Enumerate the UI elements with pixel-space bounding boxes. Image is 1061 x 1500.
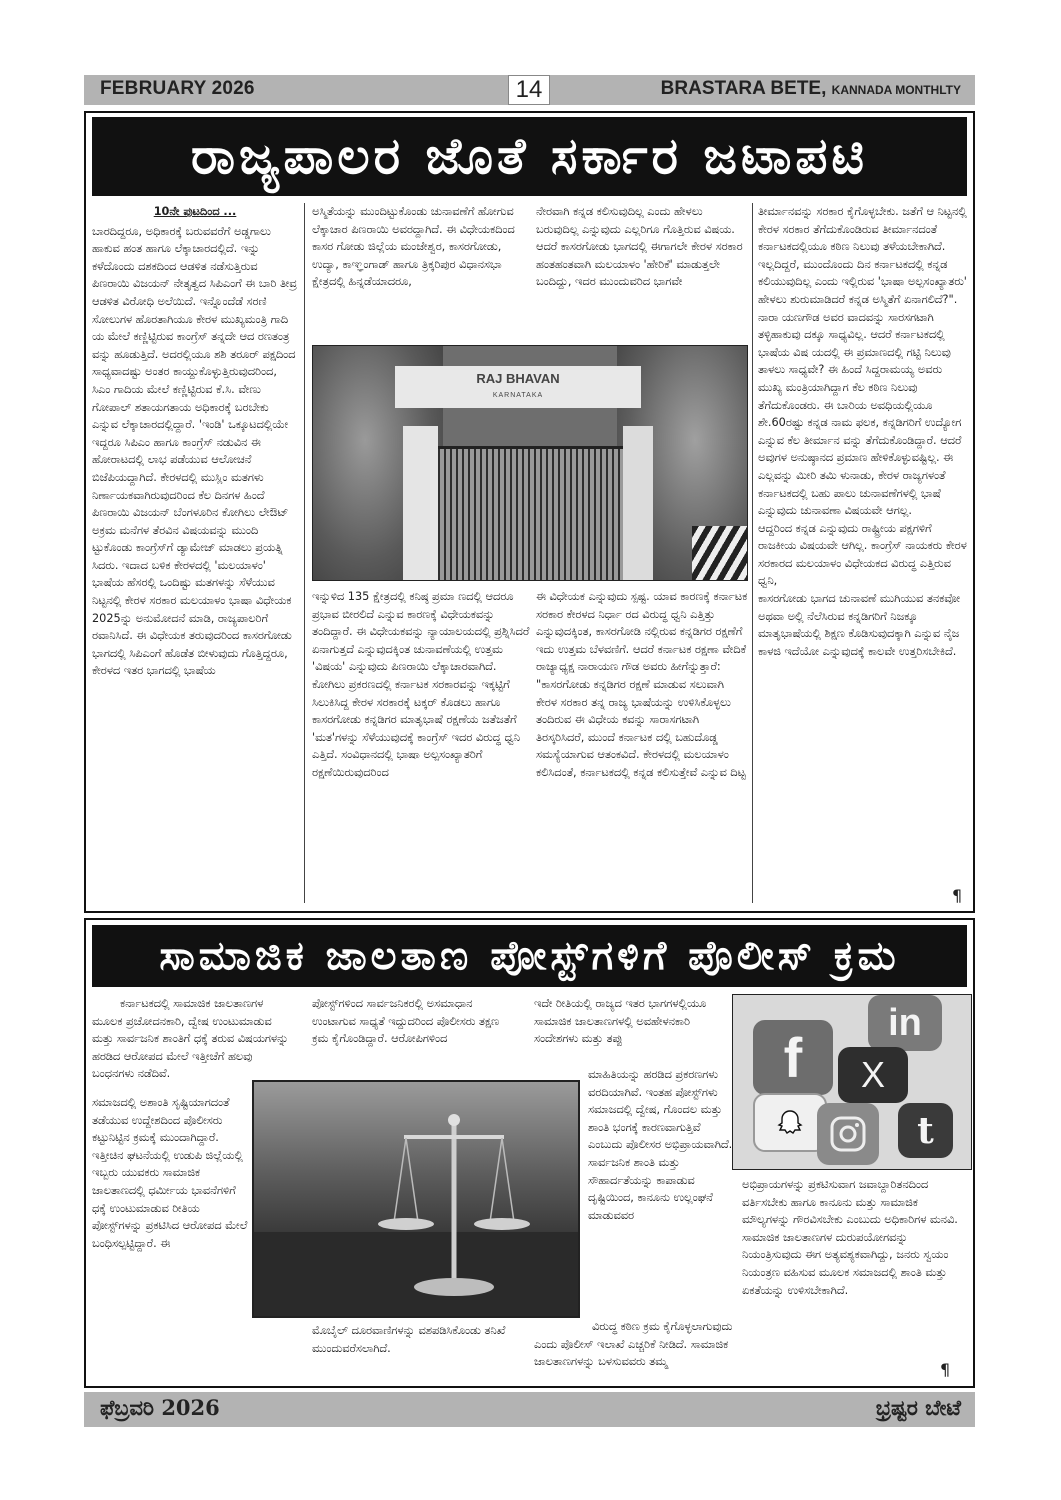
publication-name: BRASTARA BETE, bbox=[660, 78, 827, 99]
paragraph: ಈ ವಿಧೇಯಕ ಎನ್ನುವುದು ಸ್ಪಷ್ಟ. ಯಾವ ಕಾರಣಕ್ಕೆ ಕರ್ನಾಟಕ ಸರಕಾರ ಕೇರಳದ ನಿರ್ಧಾ ರದ ವಿರುದ್ಧ ಧ್ವನಿ ಎತ್ತಿತ್ತು ಎನ್ನುವುದಕ್ಕಿಂತ, ಕಾಸರಗೋಡಿ ನಲ್ಲಿರುವ ಕನ್ನಡಿಗರ ರಕ್ಷಣೆಗೆ ಇದು ಉತ್ತಮ ಬೆಳವಣಿಗೆ. ಆದರೆ ಕರ್ನಾಟಕ ರಕ್ಷಣಾ ವೇದಿಕೆ ರಾಜ್ಯಾಧ್ಯಕ್ಷ ನಾರಾಯಣ ಗೌಡ ಅವರು ಹೀಗೆನ್ನುತ್ತಾರೆ: "ಕಾಸರಗೋಡು ಕನ್ನಡಿಗರ ರಕ್ಷಣೆ ಮಾಡುವ ಸಲುವಾಗಿ ಕೇರಳ ಸರಕಾರ ತನ್ನ ರಾಜ್ಯ ಭಾಷೆಯನ್ನು ಉಳಿಸಿಕೊಳ್ಳಲು ತಂದಿರುವ ಈ ವಿಧೇಯ ಕವನ್ನು ಸಾರಾಸಗಟಾಗಿ ತಿರಸ್ಕರಿಸಿದರೆ, ಮುಂದೆ ಕರ್ನಾಟಕ ದಲ್ಲಿ ಬಹುದೊಡ್ಡ ಸಮಸ್ಯೆಯಾಗುವ ಆತಂಕವಿದೆ. ಕೇರಳದಲ್ಲಿ ಮಲಯಾಳಂ ಕಲಿಸಿದಂತೆ, ಕರ್ನಾಟಕದಲ್ಲಿ ಕನ್ನಡ ಕಲಿಸುತ್ತೇವೆ ಎನ್ನುವ ದಿಟ್ಟ bbox=[536, 590, 748, 779]
header-publication bbox=[661, 78, 961, 100]
scale-pan bbox=[474, 1218, 530, 1230]
raj-bhavan-sign: RAJ BHAVAN KARNATAKA bbox=[395, 366, 641, 408]
paragraph: ಪೋಸ್ಟ್‌ಗಳಿಂದ ಸಾರ್ವಜನಿಕರಲ್ಲಿ ಅಸಮಾಧಾನ ಉಂಟಾಗುವ ಸಾಧ್ಯತೆ ಇದ್ದುದರಿಂದ ಪೊಲೀಸರು ತಕ್ಷಣ ಕ್ರಮ ಕೈಗೊಂಡಿದ್ದಾರೆ. ಆರೋಪಿಗಳಿಂದ bbox=[312, 997, 500, 1046]
iron-gate bbox=[438, 446, 623, 581]
paragraph: ಅಭಿಪ್ರಾಯಗಳನ್ನು ಪ್ರಕಟಿಸುವಾಗ ಜವಾಬ್ದಾರಿತನದಿಂದ ವರ್ತಿಸಬೇಕು ಹಾಗೂ ಕಾನೂನು ಮತ್ತು ಸಾಮಾಜಿಕ ಮೌಲ್ಯಗಳನ್ನು ಗೌರವಿಸಬೇಕು ಎಂಬುದು ಅಧಿಕಾರಿಗಳ ಮನವಿ. bbox=[742, 1178, 958, 1227]
table-surface bbox=[254, 1232, 580, 1318]
footer-publication: ಭ್ರಷ್ಟರ ಬೇಟೆ bbox=[875, 1395, 961, 1420]
article-1-column-1 bbox=[92, 203, 298, 680]
article-2-column-1-rest bbox=[92, 1094, 248, 1252]
paragraph: ಕಾಸರಗೋಡು ಭಾಗದ ಚುನಾವಣೆ ಮುಗಿಯುವ ತನಕವೋ ಅಥವಾ ಅಲ್ಲಿ ನೆಲೆಸಿರುವ ಕನ್ನಡಿಗರಿಗೆ ನಿಜಕ್ಕೂ ಮಾತೃಭಾಷೆಯಲ್ಲಿ ಶಿಕ್ಷಣ ಕೊಡಿಸುವುದಕ್ಕಾಗಿ ಎನ್ನುವ ನೈಜ ಕಾಳಜಿ ಇದೆಯೋ ಎನ್ನುವುದಕ್ಕೆ ಕಾಲವೇ ಉತ್ತರಿಸಬೇಕಿದೆ. bbox=[758, 592, 961, 658]
footer-date: ಫೆಬ್ರವರಿ 2026 bbox=[100, 1395, 220, 1420]
gate-pillar bbox=[403, 426, 438, 581]
header-date: FEBRUARY 2026 bbox=[100, 78, 255, 99]
article-2-column-2-top bbox=[312, 995, 512, 1048]
end-mark: ¶ bbox=[952, 886, 963, 905]
jump-from-label[interactable]: 10ನೇ ಪುಟದಿಂದ ... bbox=[153, 205, 237, 218]
chain bbox=[394, 1138, 406, 1222]
article-2-column-4 bbox=[742, 1176, 968, 1299]
scale-base bbox=[414, 1278, 494, 1296]
facebook-icon: f bbox=[753, 1020, 833, 1095]
scales-illustration bbox=[254, 1082, 580, 1318]
article-2-column-3-top bbox=[534, 995, 734, 1048]
chain bbox=[490, 1138, 502, 1222]
paragraph: ನಿರ್ಣಾಯಕವಾಗಿರುವುದರಿಂದ ಕೆಲ ದಿನಗಳ ಹಿಂದೆ ಪಿಣರಾಯಿ ವಿಜಯನ್ ಬೆಂಗಳೂರಿನ ಕೋಗಿಲು ಲೇಔಟ್ ಅಕ್ರಮ ಮನೆಗಳ ತೆರವಿನ ವಿಷಯವನ್ನು ಮುಂದಿ ಟ್ಟುಕೊಂಡು ಕಾಂಗ್ರೆಸ್‌ಗೆ ಡ್ಯಾಮೇಜ್ ಮಾಡಲು ಪ್ರಯತ್ನಿ ಸಿದರು. ಇದಾದ ಬಳಿಕ ಕೇರಳದಲ್ಲಿ 'ಮಲಯಾಳಂ' ಭಾಷೆಯ ಹೆಸರಲ್ಲಿ ಒಂದಿಷ್ಟು ಮತಗಳನ್ನು ಸೆಳೆಯುವ ನಿಟ್ಟನಲ್ಲಿ ಕೇರಳ ಸರಕಾರ ಮಲಯಾಳಂ ಭಾಷಾ ವಿಧೇಯಕ 2025ನ್ನು ಅನುಮೋದನೆ ಮಾಡಿ, ರಾಜ್ಯಪಾಲರಿಗೆ ರವಾನಿಸಿದೆ. ಈ ವಿಧೇಯಕ ತರುವುದರಿಂದ ಕಾಸರಗೋಡು ಭಾಗದಲ್ಲಿ ಸಿಪಿಎಂಗೆ ಹೊಡೆತ ಬೀಳುವುದು ಗೊತ್ತಿದ್ದರೂ, ಕೇರಳದ ಇತರ ಭಾಗದಲ್ಲಿ ಭಾಷೆಯ bbox=[92, 488, 292, 678]
article-1-column-2-top bbox=[312, 203, 522, 291]
paragraph: ತೀರ್ಮಾನವನ್ನು ಸರಕಾರ ಕೈಗೊಳ್ಳಬೇಕು. ಜತೆಗೆ ಆ ನಿಟ್ಟನಲ್ಲಿ ಕೇರಳ ಸರಕಾರ ತೆಗೆದುಕೊಂಡಿರುವ ತೀರ್ಮಾನದಂತೆ ಕರ್ನಾಟಕದಲ್ಲಿಯೂ ಕಠಿಣ ನಿಲುವು ತಳೆಯಬೇಕಾಗಿದೆ. ಇಲ್ಲದಿದ್ದರೆ, ಮುಂದೊಂದು ದಿನ ಕರ್ನಾಟಕದಲ್ಲಿ ಕನ್ನಡ ಕಲಿಯುವುದಿಲ್ಲ ಎಂದು ಇಲ್ಲಿರುವ 'ಭಾಷಾ ಅಲ್ಪಸಂಖ್ಯಾತರು' ಹೇಳಲು ಶುರುಮಾಡಿದರೆ ಕನ್ನಡ ಅಸ್ಮಿತೆಗೆ ಏನಾಗಲಿದೆ?". ನಾರಾ ಯಣಗೌಡ ಅವರ ವಾದವನ್ನು ಸಾರಸಗಟಾಗಿ ತಳ್ಳಿಹಾಕುವು ದಕ್ಕೂ ಸಾಧ್ಯವಿಲ್ಲ. ಆದರೆ ಕರ್ನಾಟಕದಲ್ಲಿ ಭಾಷೆಯ ವಿಷ ಯದಲ್ಲಿ ಈ ಪ್ರಮಾಣದಲ್ಲಿ ಗಟ್ಟಿ ನಿಲುವು ತಾಳಲು ಸಾಧ್ಯವೇ? ಈ ಹಿಂದೆ ಸಿದ್ದರಾಮಯ್ಯ ಅವರು ಮುಖ್ಯ ಮಂತ್ರಿಯಾಗಿದ್ದಾಗ ಕೆಲ ಕಠಿಣ ನಿಲುವು ತೆಗೆದುಕೊಂಡರು. ಈ ಬಾರಿಯ ಅವಧಿಯಲ್ಲಿಯೂ ಶೇ.60ರಷ್ಟು ಕನ್ನಡ ನಾಮ ಫಲಕ, ಕನ್ನಡಿಗರಿಗೆ ಉದ್ಯೋಗ ಎನ್ನುವ ಕೆಲ ತೀರ್ಮಾನ ವನ್ನು ತೆಗೆದುಕೊಂಡಿದ್ದಾರೆ. ಆದರೆ ಅವುಗಳ ಅನುಷ್ಠಾನದ ಪ್ರಮಾಣ ಹೇಳಿಕೊಳ್ಳುವಷ್ಟಿಲ್ಲ. ಈ ಎಲ್ಲವನ್ನು ಮೀರಿ ತಮಿ ಳುನಾಡು, ಕೇರಳ ರಾಜ್ಯಗಳಂತೆ ಕರ್ನಾಟಕದಲ್ಲಿ ಬಹು ಪಾಲು ಚುನಾವಣೆಗಳಲ್ಲಿ ಭಾಷೆ ಎನ್ನುವುದು ಚುನಾವಣಾ ವಿಷಯವೇ ಆಗಲ್ಲ. bbox=[758, 205, 967, 518]
paragraph: ಕೋಗಿಲು ಪ್ರಕರಣದಲ್ಲಿ ಕರ್ನಾಟಕ ಸರಕಾರವನ್ನು ಇಕ್ಕಟ್ಟಿಗೆ ಸಿಲುಕಿಸಿದ್ದ ಕೇರಳ ಸರಕಾರಕ್ಕೆ ಟಕ್ಕರ್ ಕೊಡಲು ಹಾಗೂ ಕಾಸರಗೋಡು ಕನ್ನಡಿಗರ ಮಾತೃಭಾಷೆ ರಕ್ಷಣೆಯ ಜತೆಜತೆಗೆ 'ಮತ'ಗಳನ್ನು ಸೆಳೆಯುವುದಕ್ಕೆ ಕಾಂಗ್ರೆಸ್ ಇದರ ವಿರುದ್ಧ ಧ್ವನಿ ಎತ್ತಿದೆ. ಸಂವಿಧಾನದಲ್ಲಿ ಭಾಷಾ ಅಲ್ಪಸಂಖ್ಯಾತರಿಗೆ ರಕ್ಷಣೆಯಿರುವುದರಿಂದ bbox=[312, 677, 521, 779]
paragraph: ಕರ್ನಾಟಕದಲ್ಲಿ ಸಾಮಾಜಿಕ ಜಾಲತಾಣಗಳ ಮೂಲಕ ಪ್ರಚೋದನಕಾರಿ, ದ್ವೇಷ ಉಂಟುಮಾಡುವ ಮತ್ತು ಸಾರ್ವಜನಿಕ ಶಾಂತಿಗೆ ಧಕ್ಕೆ ತರುವ ವಿಷಯಗಳನ್ನು ಹರಡಿದ ಆರೋಪದ ಮೇಲೆ ಇತ್ತೀಚೆಗೆ ಹಲವು ಬಂಧನಗಳು ನಡೆದಿವೆ. bbox=[92, 997, 289, 1081]
gate-pillar bbox=[623, 426, 653, 581]
paragraph: ಇದೇ ರೀತಿಯಲ್ಲಿ ರಾಜ್ಯದ ಇತರ ಭಾಗಗಳಲ್ಲಿಯೂ ಸಾಮಾಜಿಕ ಜಾಲತಾಣಗಳಲ್ಲಿ ಅವಹೇಳನಕಾರಿ ಸಂದೇಶಗಳು ಮತ್ತು ತಪ್ಪು bbox=[534, 997, 707, 1046]
page-number: 14 bbox=[508, 75, 550, 105]
paragraph: ಇನ್ನುಳಿದ 135 ಕ್ಷೇತ್ರದಲ್ಲಿ ಕನಿಷ್ಠ ಪ್ರಮಾ ಣದಲ್ಲಿ ಆದರೂ ಪ್ರಭಾವ ಬೀರಲಿದೆ ಎನ್ನುವ ಕಾರಣಕ್ಕೆ ವಿಧೇಯಕವನ್ನು ತಂದಿದ್ದಾರೆ. ಈ ವಿಧೇಯಕವನ್ನು ನ್ಯಾಯಾಲಯದಲ್ಲಿ ಪ್ರಶ್ನಿಸಿದರೆ ಏನಾಗುತ್ತದೆ ಎನ್ನುವುದಕ್ಕಿಂತ ಚುನಾವಣೆಯಲ್ಲಿ ಉತ್ತಮ 'ವಿಷಯ' ಎನ್ನುವುದು ಪಿಣರಾಯಿ ಲೆಕ್ಕಾಚಾರವಾಗಿದೆ. bbox=[312, 590, 530, 674]
paragraph: ಸಾಮಾಜಿಕ ಜಾಲತಾಣಗಳ ದುರುಪಯೋಗವನ್ನು ನಿಯಂತ್ರಿಸುವುದು ಈಗ ಅತ್ಯವಶ್ಯಕವಾಗಿದ್ದು, ಜನರು ಸ್ವಯಂ ನಿಯಂತ್ರಣ ವಹಿಸುವ ಮೂಲಕ ಸಮಾಜದಲ್ಲಿ ಶಾಂತಿ ಮತ್ತು ಏಕತೆಯನ್ನು ಉಳಿಸಬೇಕಾಗಿದೆ. bbox=[742, 1230, 949, 1297]
article-1-column-2-bottom bbox=[312, 588, 530, 782]
security-booth bbox=[692, 526, 747, 581]
article-2-column-1 bbox=[92, 995, 292, 1083]
paragraph: ಮಾಹಿತಿಯನ್ನು ಹರಡಿದ ಪ್ರಕರಣಗಳು ವರದಿಯಾಗಿವೆ. ಇಂತಹ ಪೋಸ್ಟ್‌ಗಳು ಸಮಾಜದಲ್ಲಿ ದ್ವೇಷ, ಗೊಂದಲ ಮತ್ತು ಶಾಂತಿ ಭಂಗಕ್ಕೆ ಕಾರಣವಾಗುತ್ತಿವೆ ಎಂಬುದು ಪೊಲೀಸರ ಅಭಿಪ್ರಾಯವಾಗಿದೆ. ಸಾರ್ವಜನಿಕ ಶಾಂತಿ ಮತ್ತು ಸೌಹಾರ್ದತೆಯನ್ನು ಕಾಪಾಡುವ ದೃಷ್ಟಿಯಿಂದ, ಕಾನೂನು ಉಲ್ಲಂಘನೆ ಮಾಡುವವರ bbox=[588, 1068, 733, 1222]
paragraph: ಇತ್ತೀಚಿನ ಘಟನೆಯಲ್ಲಿ ಉಡುಪಿ ಜಿಲ್ಲೆಯಲ್ಲಿ ಇಬ್ಬರು ಯುವಕರು ಸಾಮಾಜಿಕ ಜಾಲತಾಣದಲ್ಲಿ ಧರ್ಮೀಯ ಭಾವನೆಗಳಿಗೆ ಧಕ್ಕೆ ಉಂಟುಮಾಡುವ ರೀತಿಯ ಪೋಸ್ಟ್‌ಗಳನ್ನು ಪ್ರಕಟಿಸಿದ ಆರೋಪದ ಮೇಲೆ ಬಂಧಿಸಲ್ಪಟ್ಟಿದ್ದಾರೆ. ಈ bbox=[92, 1148, 248, 1250]
paragraph: ಯ ಮೇಲೆ ಕಣ್ಣಿಟ್ಟಿರುವ ಕಾಂಗ್ರೆಸ್ ತನ್ನದೇ ಆದ ರಣತಂತ್ರ ವನ್ನು ಹೂಡುತ್ತಿದೆ. ಅದರಲ್ಲಿಯೂ ಶಶಿ ತರೂರ್ ಪಕ್ಷದಿಂದ ಸಾಧ್ಯವಾದಷ್ಟು ಅಂತರ ಕಾಯ್ದುಕೊಳ್ಳುತ್ತಿರುವುದರಿಂದ, ಸಿಎಂ ಗಾದಿಯ ಮೇಲೆ ಕಣ್ಣಿಟ್ಟಿರುವ ಕೆ.ಸಿ. ವೇಣು ಗೋಪಾಲ್ ಶತಾಯಗತಾಯ ಅಧಿಕಾರಕ್ಕೆ ಬರಬೇಕು ಎನ್ನುವ ಲೆಕ್ಕಾಚಾರದಲ್ಲಿದ್ದಾರೆ. 'ಇಂಡಿ' ಒಕ್ಕೂಟದಲ್ಲಿಯೇ ಇದ್ದರೂ ಸಿಪಿಎಂ ಹಾಗೂ ಕಾಂಗ್ರೆಸ್ ನಡುವಿನ ಈ ಹೋರಾಟದಲ್ಲಿ ಲಾಭ ಪಡೆಯುವ ಆಲೋಚನೆ ಬಿಜೆಪಿಯದ್ದಾಗಿದೆ. ಕೇರಳದಲ್ಲಿ ಮುಸ್ಲಿಂ ಮತಗಳು bbox=[92, 330, 296, 484]
publication-subtitle: KANNADA MONTHLTY bbox=[831, 83, 961, 97]
paragraph: ವಿರುದ್ಧ ಕಠಿಣ ಕ್ರಮ ಕೈಗೊಳ್ಳಲಾಗುವುದು ಎಂದು ಪೊಲೀಸ್ ಇಲಾಖೆ ಎಚ್ಚರಿಕೆ ನೀಡಿದೆ. ಸಾಮಾಜಿಕ ಜಾಲತಾಣಗಳನ್ನು ಬಳಸುವವರು ತಮ್ಮ bbox=[534, 1320, 733, 1369]
article-1-headline: ರಾಜ್ಯಪಾಲರ ಜೊತೆ ಸರ್ಕಾರ ಜಟಾಪಟಿ bbox=[92, 117, 967, 196]
x-icon: X bbox=[838, 1047, 908, 1103]
raj-bhavan-photo bbox=[312, 345, 748, 581]
social-media-photo bbox=[732, 994, 972, 1170]
scale-top bbox=[448, 1114, 460, 1126]
chain bbox=[502, 1138, 514, 1222]
paragraph: ಮೊಬೈಲ್ ದೂರವಾಣಿಗಳನ್ನು ವಶಪಡಿಸಿಕೊಂಡು ತನಿಖೆ ಮುಂದುವರೆಸಲಾಗಿದೆ. bbox=[312, 1324, 506, 1355]
column-divider bbox=[304, 203, 305, 903]
article-1-column-3-bottom bbox=[536, 588, 748, 782]
column-divider bbox=[752, 203, 753, 903]
instagram-icon bbox=[817, 1103, 879, 1165]
paragraph: ಆದ್ದರಿಂದ ಕನ್ನಡ ಎನ್ನುವುದು ರಾಷ್ಟ್ರೀಯ ಪಕ್ಷಗಳಿಗೆ ರಾಜಕೀಯ ವಿಷಯವೇ ಆಗಿಲ್ಲ. ಕಾಂಗ್ರೆಸ್ ನಾಯಕರು ಕೇರಳ ಸರಕಾರದ ಮಲಯಾಳಂ ವಿಧೇಯಕದ ವಿರುದ್ಧ ಎತ್ತಿರುವ ಧ್ವನಿ, bbox=[758, 521, 967, 588]
end-mark: ¶ bbox=[940, 1360, 951, 1379]
article-2-column-3-narrow bbox=[588, 1066, 734, 1224]
scale-pan bbox=[378, 1218, 434, 1230]
article-2-column-3-bottom bbox=[534, 1318, 734, 1371]
tumblr-icon: t bbox=[898, 1103, 953, 1158]
paragraph: ಸಮಾಜದಲ್ಲಿ ಅಶಾಂತಿ ಸೃಷ್ಟಿಯಾಗದಂತೆ ತಡೆಯುವ ಉದ್ದೇಶದಿಂದ ಪೊಲೀಸರು ಕಟ್ಟುನಿಟ್ಟಿನ ಕ್ರಮಕ್ಕೆ ಮುಂದಾಗಿದ್ದಾರೆ. bbox=[92, 1096, 230, 1145]
scales-of-justice-photo bbox=[252, 1080, 580, 1318]
article-2-headline: ಸಾಮಾಜಿಕ ಜಾಲತಾಣ ಪೋಸ್ಟ್‌ಗಳಿಗೆ ಪೊಲೀಸ್ ಕ್ರಮ bbox=[92, 925, 967, 987]
paragraph: ಅಸ್ಮಿತೆಯನ್ನು ಮುಂದಿಟ್ಟುಕೊಂಡು ಚುನಾವಣೆಗೆ ಹೋಗುವ ಲೆಕ್ಕಾಚಾರ ಪಿಣರಾಯಿ ಅವರದ್ದಾಗಿದೆ. ಈ ವಿಧೇಯಕದಿಂದ ಕಾಸರ ಗೋಡು ಜಿಲ್ಲೆಯ ಮಂಜೇಶ್ವರ, ಕಾಸರಗೋಡು, ಉದ್ಯಾ, ಕಾಞ್ಞಂಗಾಡ್ ಹಾಗೂ ತ್ರಿಕ್ಕರಿಪುರ ವಿಧಾನಸಭಾ ಕ್ಷೇತ್ರದಲ್ಲಿ ಹಿನ್ನಡೆಯಾದರೂ, bbox=[312, 205, 515, 289]
article-2-column-2-bottom bbox=[312, 1322, 512, 1357]
linkedin-icon: in bbox=[868, 995, 942, 1051]
article-1-column-4 bbox=[758, 203, 968, 660]
chain bbox=[406, 1138, 418, 1222]
snapchat-icon bbox=[753, 1093, 827, 1152]
article-1-column-3-top bbox=[536, 203, 744, 291]
paragraph: ನೇರವಾಗಿ ಕನ್ನಡ ಕಲಿಸುವುದಿಲ್ಲ ಎಂದು ಹೇಳಲು ಬರುವುದಿಲ್ಲ ಎನ್ನುವುದು ಎಲ್ಲರಿಗೂ ಗೊತ್ತಿರುವ ವಿಷಯ. ಆದರೆ ಕಾಸರಗೋಡು ಭಾಗದಲ್ಲಿ ಈಗಾಗಲೇ ಕೇರಳ ಸರಕಾರ ಹಂತಹಂತವಾಗಿ ಮಲಯಾಳಂ 'ಹೇರಿಕೆ' ಮಾಡುತ್ತಲೇ ಬಂದಿದ್ದು, ಇದರ ಮುಂದುವರಿದ ಭಾಗವೇ bbox=[536, 205, 743, 289]
paragraph: ಬಾರದಿದ್ದರೂ, ಅಧಿಕಾರಕ್ಕೆ ಬರುವವರೆಗೆ ಅಡ್ಡಗಾಲು ಹಾಕುವ ಹಂತ ಹಾಗೂ ಲೆಕ್ಕಾಚಾರದಲ್ಲಿದೆ. ಇನ್ನು ಕಳೆದೊಂದು ದಶಕದಿಂದ ಆಡಳಿತ ನಡೆಸುತ್ತಿರುವ ಪಿಣರಾಯಿ ವಿಜಯನ್ ನೇತೃತ್ವದ ಸಿಪಿಎಂಗೆ ಈ ಬಾರಿ ತೀವ್ರ ಆಡಳಿತ ವಿರೋಧಿ ಅಲೆಯಿದೆ. ಇನ್ನೊಂದೆಡೆ ಸರಣಿ ಸೋಲುಗಳ ಹೊರತಾಗಿಯೂ ಕೇರಳ ಮುಖ್ಯಮಂತ್ರಿ ಗಾದಿ bbox=[92, 224, 297, 326]
